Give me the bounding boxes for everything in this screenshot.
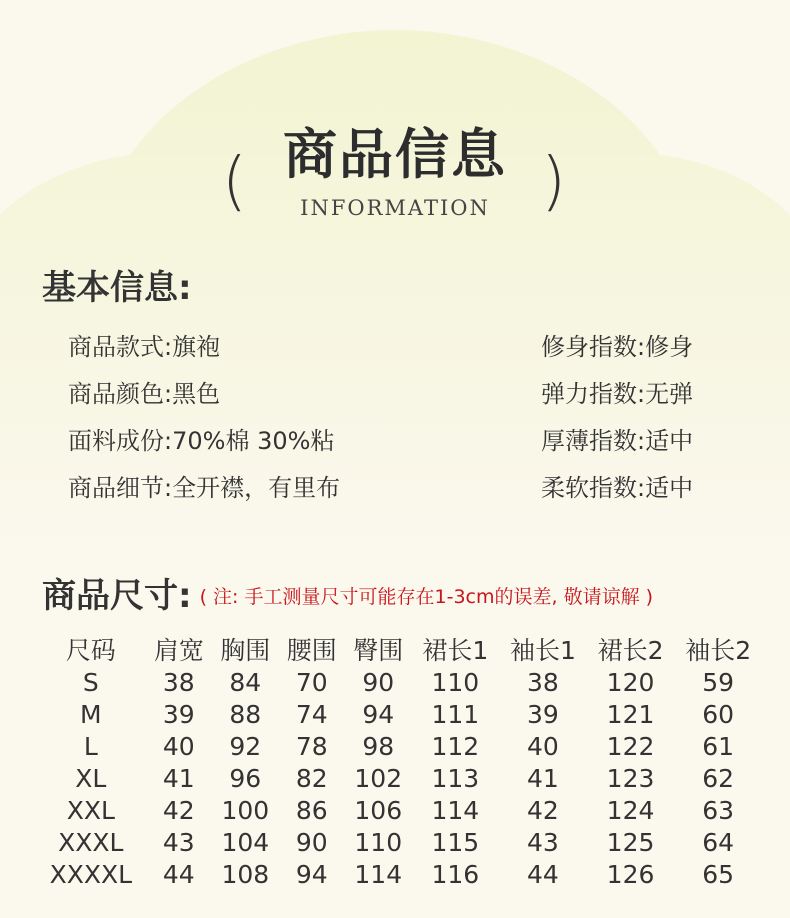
info-label: 商品款式: [68, 333, 173, 361]
table-cell: 102 [354, 764, 403, 793]
info-value: 适中 [645, 474, 694, 502]
table-row [36, 731, 762, 763]
title-left-parenthesis: ( [222, 145, 247, 219]
size-label-cell: M [80, 700, 102, 729]
table-cell: 82 [295, 764, 328, 793]
size-heading: 商品尺寸: [42, 576, 192, 616]
table-cell: 90 [362, 668, 395, 697]
table-cell: 43 [162, 828, 195, 857]
table-cell: 94 [362, 700, 395, 729]
info-value: 黑色 [172, 380, 221, 408]
table-cell: 60 [702, 700, 735, 729]
table-row [36, 699, 762, 731]
table-cell: 44 [162, 860, 195, 889]
info-label: 面料成份: [68, 427, 173, 455]
info-value: 无弹 [645, 380, 694, 408]
table-cell: 94 [295, 860, 328, 889]
table-row [36, 667, 762, 699]
table-cell: 84 [229, 668, 262, 697]
column-header: 裙长2 [597, 636, 664, 665]
table-cell: 39 [162, 700, 195, 729]
page-subtitle: INFORMATION [300, 196, 490, 220]
table-cell: 64 [702, 828, 735, 857]
table-cell: 98 [362, 732, 395, 761]
info-value: 旗袍 [172, 333, 221, 361]
table-cell: 39 [527, 700, 559, 729]
measurement-note: ( 注: 手工测量尺寸可能存在1-3cm的误差, 敬请谅解 ) [199, 586, 654, 608]
info-style-row [68, 330, 220, 364]
table-cell: 123 [606, 764, 655, 793]
table-cell: 106 [354, 796, 403, 825]
info-label: 商品细节: [68, 474, 173, 502]
table-cell: 114 [431, 796, 480, 825]
table-row [36, 827, 762, 859]
table-cell: 110 [431, 668, 480, 697]
table-cell: 104 [221, 828, 270, 857]
table-cell: 38 [527, 668, 559, 697]
table-row [36, 763, 762, 795]
info-label: 商品颜色: [68, 380, 173, 408]
column-header: 尺码 [65, 636, 116, 665]
table-cell: 44 [527, 860, 559, 889]
table-cell: 96 [229, 764, 262, 793]
size-table [36, 635, 762, 891]
table-cell: 41 [527, 764, 559, 793]
table-cell: 42 [527, 796, 559, 825]
table-cell: 120 [606, 668, 655, 697]
info-detail-row [68, 471, 340, 505]
table-cell: 126 [606, 860, 655, 889]
table-cell: 116 [431, 860, 480, 889]
info-thickness-row [541, 424, 693, 458]
table-cell: 113 [431, 764, 480, 793]
table-cell: 62 [702, 764, 735, 793]
size-label-cell: XL [75, 764, 107, 793]
table-cell: 65 [702, 860, 735, 889]
info-label: 厚薄指数: [541, 427, 646, 455]
column-header: 裙长1 [422, 636, 489, 665]
table-cell: 100 [221, 796, 270, 825]
table-cell: 90 [295, 828, 328, 857]
size-label-cell: XXXL [58, 828, 124, 857]
table-cell: 70 [295, 668, 328, 697]
table-cell: 122 [606, 732, 655, 761]
column-header: 袖长1 [509, 636, 576, 665]
table-cell: 112 [431, 732, 480, 761]
table-cell: 86 [295, 796, 328, 825]
size-label-cell: L [83, 732, 98, 761]
table-cell: 78 [295, 732, 328, 761]
size-label-cell: XXL [66, 796, 115, 825]
basic-info-heading: 基本信息: [42, 268, 192, 308]
info-value: 适中 [645, 427, 694, 455]
table-cell: 124 [606, 796, 655, 825]
table-cell: 40 [162, 732, 195, 761]
info-label: 弹力指数: [541, 380, 646, 408]
table-cell: 114 [354, 860, 403, 889]
table-cell: 110 [354, 828, 403, 857]
info-softness-row [541, 471, 693, 505]
table-cell: 115 [431, 828, 480, 857]
column-header: 臀围 [353, 636, 404, 665]
info-value: 70%棉 30%粘 [172, 427, 335, 455]
table-cell: 40 [527, 732, 559, 761]
table-cell: 43 [527, 828, 559, 857]
size-label-cell: XXXXL [49, 860, 132, 889]
info-color-row [68, 377, 220, 411]
info-fabric-row [68, 424, 334, 458]
table-cell: 121 [606, 700, 655, 729]
info-fit-row [541, 330, 693, 364]
info-label: 修身指数: [541, 333, 646, 361]
title-right-parenthesis: ) [541, 145, 566, 219]
table-cell: 74 [295, 700, 328, 729]
table-row [36, 859, 762, 891]
info-elasticity-row [541, 377, 693, 411]
size-label-cell: S [82, 668, 99, 697]
size-table-header-row [36, 635, 762, 667]
table-cell: 108 [221, 860, 270, 889]
column-header: 胸围 [220, 636, 271, 665]
table-row [36, 795, 762, 827]
size-heading-line [42, 574, 653, 619]
table-cell: 41 [162, 764, 195, 793]
table-cell: 38 [162, 668, 195, 697]
column-header: 袖长2 [685, 636, 752, 665]
info-label: 柔软指数: [541, 474, 646, 502]
table-cell: 61 [702, 732, 735, 761]
column-header: 肩宽 [153, 636, 204, 665]
table-cell: 111 [431, 700, 480, 729]
table-cell: 42 [162, 796, 195, 825]
table-cell: 59 [702, 668, 735, 697]
table-cell: 92 [229, 732, 262, 761]
column-header: 腰围 [286, 636, 337, 665]
table-cell: 88 [229, 700, 262, 729]
page-title: 商品信息 [283, 123, 507, 186]
table-cell: 63 [702, 796, 735, 825]
table-cell: 125 [606, 828, 655, 857]
info-value: 修身 [645, 333, 694, 361]
info-value: 全开襟，有里布 [172, 474, 341, 502]
